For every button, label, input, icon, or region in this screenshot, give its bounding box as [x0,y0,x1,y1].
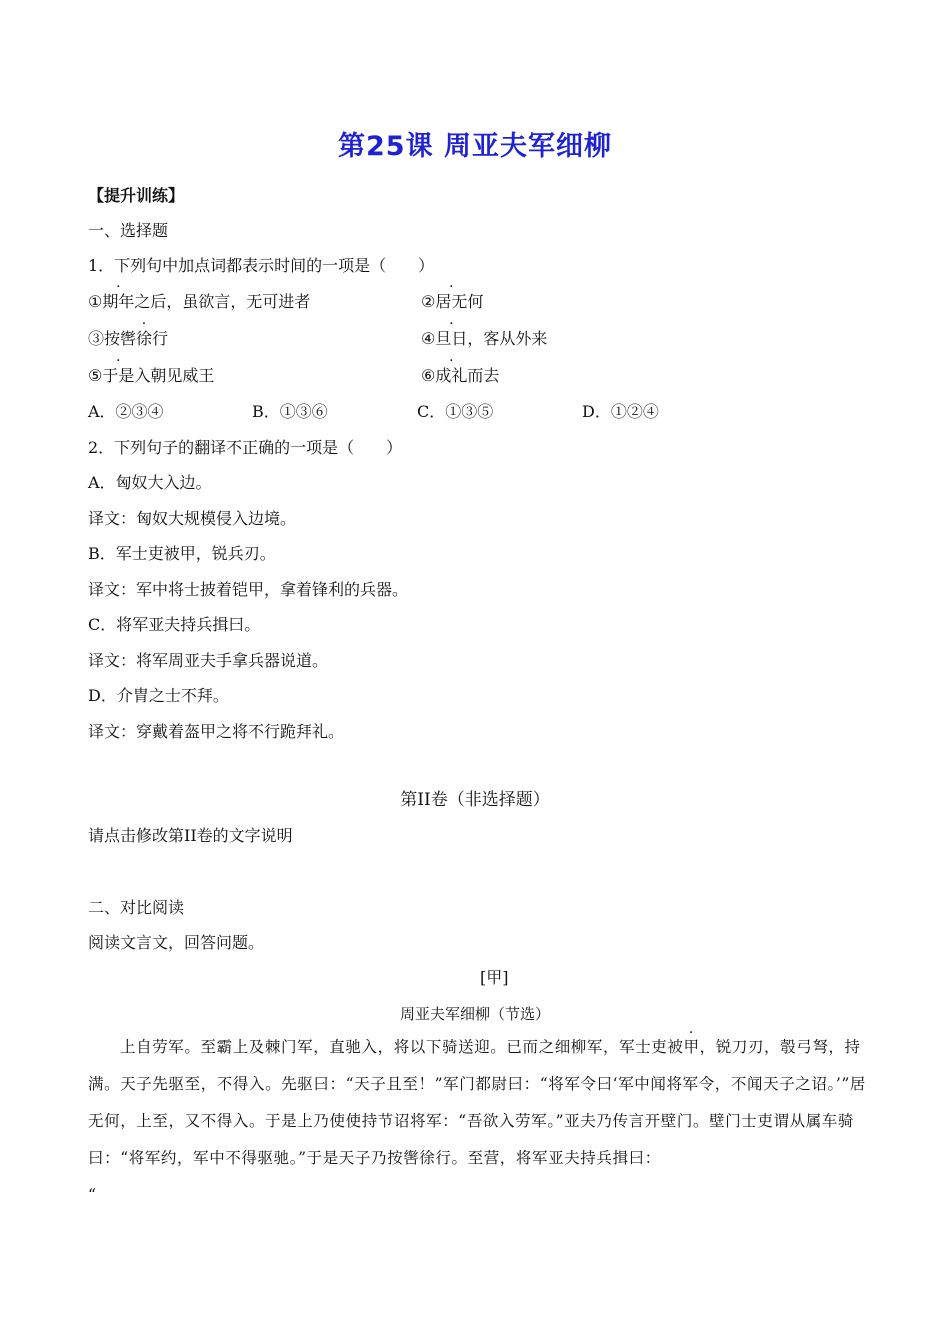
q2-line: A．匈奴大入边。 [88,473,212,492]
q2-line: 译文：军中将士披着铠甲，拿着锋利的兵器。 [88,580,409,599]
q2-line: C．将军亚夫持兵揖曰。 [88,615,261,634]
passage-body [88,1029,878,1214]
q1-item-6: ⑥成礼而去 [421,366,500,385]
q1-item-2: ②居无何 [421,292,484,311]
q1-option-c: C．①③⑤ [417,402,494,421]
q1-stem: 1．下列句中加点词都表示时间的一项是（ ） [88,256,435,275]
q1-item-5: ⑤于是入朝见威王 [88,366,215,385]
read-instruction: 阅读文言文，回答问题。 [88,933,265,952]
q1-item-3: ③按辔徐行 [88,329,169,348]
page-title: 第25课 周亚夫军细柳 [338,131,612,162]
q1-option-d: D．①②④ [582,402,659,421]
q1-item-1: ①期年之后，虽欲言，无可进者 [88,292,311,311]
section-tag: 【提升训练】 [88,186,185,205]
passage-paragraph: 上自劳军。至霸上及棘门军，直驰入，将以下骑送迎。已而之细柳军，军士吏被甲，锐刀刃，彀弓弩，持满。天子先驱至，不得入。先驱曰：“天子且至！”军门都尉曰：“将军令曰‘军中闻将军令，不闻天子之诏。’”居无何，上至，又不得入。于是上乃使使持节诏将军：“吾欲入劳军。”亚夫乃传言开壁门。壁门士吏谓从属车骑曰：“将军约，军中不得驱驰。”于是天子乃按辔徐行。至营，将军亚夫持兵揖曰： [88,1038,867,1167]
passage-label: [甲] [480,968,509,987]
q2-stem: 2．下列句子的翻译不正确的一项是（ ） [88,438,403,457]
q1-option-a: A．②③④ [88,402,164,421]
part2-heading: 二、对比阅读 [88,898,185,917]
q1-item-4: ④旦日，客从外来 [421,329,548,348]
q2-line: 译文：穿戴着盔甲之将不行跪拜礼。 [88,722,345,741]
volume2-note: 请点击修改第II卷的文字说明 [88,826,293,845]
passage-title: 周亚夫军细柳（节选） [399,1005,550,1023]
volume2-heading: 第II卷（非选择题） [400,790,550,810]
q2-line: 译文：将军周亚夫手拿兵器说道。 [88,651,329,670]
q2-line: 译文：匈奴大规模侵入边境。 [88,509,297,528]
q2-line: B．军士吏被甲，锐兵刃。 [88,544,276,563]
q1-option-b: B．①③⑥ [252,402,328,421]
part1-heading: 一、选择题 [88,221,169,240]
passage-paragraph: “ [88,1186,97,1204]
q2-line: D．介胄之士不拜。 [88,686,229,705]
